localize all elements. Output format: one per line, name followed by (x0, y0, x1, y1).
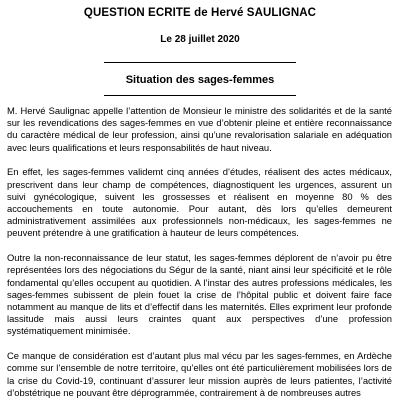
question-title: QUESTION ECRITE de Hervé SAULIGNAC (83, 7, 317, 19)
section-rule-top (104, 62, 296, 63)
section-title: Situation des sages-femmes (125, 74, 275, 86)
question-body (7, 105, 392, 400)
paragraph-segur: Outre la non-reconnaissance de leur statut, les sages-femmes déplorent de n’avoir pu être représentées lors des négociations du Ségur de la santé, niant ainsi leur spécificité et le rôle fondamental qu’elles occupent au quotidien. A l’instar des autres professions médicales, les sages-femmes subissent de plein fouet la crise de l’hôpital public et doivent faire face notamment au manque de lits et d’effectif dans les maternités. Elles expriment leur profonde lassitude mais aussi leurs craintes quant aux perspectives d’une profession systématiquement minimisée. (7, 252, 392, 337)
paragraph-intro: M. Hervé Saulignac appelle l’attention de Monsieur le ministre des solidarités et de la santé sur les revendications des sages-femmes en vue d’obtenir pleine et entière reconnaissance du caractère médical de leur profession, ainsi qu’une revalorisation salariale en adéquation avec leurs qualifications et leurs responsabilités de haut niveau. (7, 105, 392, 153)
paragraph-competences: En effet, les sages-femmes validemt cinq années d’études, réalisent des actes médicaux, prescrivent dans leur champ de compétences, diagnostiquent les urgences, assurent un suivi gynécologique, suivent les grossesses et réalisent en moyenne 80 % des accouchements en toute autonomie. Pour autant, dès lors qu’elles demeurent administrativement assimilées aux professionnels non-médicaux, les sages-femmes ne peuvent prétendre à une gratification à hauteur de leurs compétences. (7, 166, 392, 239)
section-rule-bottom (104, 95, 296, 96)
question-date: Le 28 juillet 2020 (160, 34, 240, 45)
paragraph-covid: Ce manque de considération est d’autant plus mal vécu par les sages-femmes, en Ardèche comme sur l’ensemble de notre territoire, qu’elles ont été particulièrement mobilisées lors de la crise du Covid-19, continuant d’assurer leur mission auprès de leurs patientes, l’activité d’obstétrique ne pouvant être déprogrammée, contrairement à de nombreuses autres (7, 350, 392, 398)
